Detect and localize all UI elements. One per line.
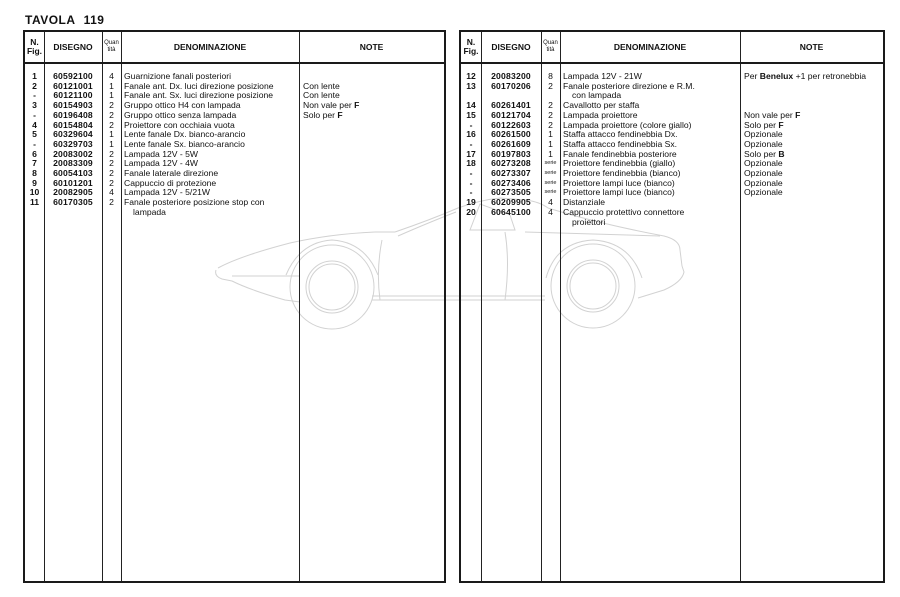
part-number: 60261500	[491, 129, 531, 140]
quantity: serie	[544, 160, 557, 167]
description: Cappuccio di protezione	[124, 177, 217, 188]
part-number: 20083200	[491, 71, 531, 81]
description: Proiettore lampi luce (bianco)	[563, 187, 675, 198]
quantity: 1	[548, 138, 553, 149]
part-number: 60101201	[53, 177, 93, 188]
part-number: 60122603	[491, 119, 531, 130]
page-number: 119	[83, 13, 105, 27]
fig-number: 19	[466, 197, 476, 208]
table-row	[25, 100, 444, 110]
fig-number: 5	[32, 129, 37, 140]
page-title-label: TAVOLA	[25, 13, 76, 27]
description: Gruppo ottico H4 con lampada	[124, 100, 241, 111]
header-note: NOTE	[359, 41, 384, 52]
description: Lampada 12V - 5/21W	[124, 187, 210, 198]
fig-number: 15	[466, 109, 476, 120]
note-text: Opzionale	[744, 158, 783, 169]
description: Guarnizione fanali posteriori	[124, 71, 232, 81]
header-denominazione: DENOMINAZIONE	[173, 41, 247, 52]
fig-number: -	[33, 109, 36, 120]
note	[740, 178, 783, 188]
description: Fanale laterale direzione	[124, 168, 219, 178]
description: Lampada 12V - 4W	[124, 158, 199, 169]
part-number: 60170305	[53, 197, 93, 208]
header-disegno: DISEGNO	[53, 41, 93, 52]
header-qty: Quan tità	[104, 40, 119, 53]
header-note: NOTE	[799, 41, 824, 52]
quantity: 1	[548, 148, 553, 159]
table-row	[461, 149, 883, 159]
note-country: Benelux	[759, 71, 794, 81]
parts-table-right	[459, 30, 885, 583]
quantity: 1	[109, 129, 114, 140]
fig-number: 12	[466, 71, 476, 81]
fig-number: 18	[466, 158, 476, 169]
table-row	[25, 187, 444, 197]
quantity: 4	[548, 206, 553, 217]
fig-number: 7	[32, 158, 37, 169]
note-text: Non vale per	[303, 100, 352, 111]
table-row	[25, 90, 444, 100]
table-row	[25, 120, 444, 130]
quantity: 4	[109, 71, 114, 81]
part-number: 60121100	[53, 90, 93, 101]
note	[740, 120, 784, 130]
description: Lampada proiettore	[563, 109, 638, 120]
part-number: 60329703	[53, 138, 93, 149]
fig-number: -	[33, 138, 36, 149]
fig-number: 20	[466, 206, 476, 217]
quantity: 2	[109, 119, 114, 130]
table-row-continuation	[25, 207, 444, 217]
part-number: 60154804	[53, 119, 93, 130]
fig-number: 9	[32, 177, 37, 188]
note-country: B	[778, 148, 785, 159]
quantity: 1	[109, 90, 114, 101]
description: Proiettore lampi luce (bianco)	[563, 177, 675, 188]
fig-number: 10	[29, 187, 40, 198]
table-row	[25, 168, 444, 178]
note-country: F	[778, 119, 784, 130]
table-row	[461, 120, 883, 130]
table-row	[461, 129, 883, 139]
description: Distanziale	[563, 197, 606, 208]
note-text: Solo per	[744, 119, 777, 130]
quantity: serie	[544, 170, 557, 176]
description: Fanale ant. Dx. luci direzione posizione	[124, 80, 274, 91]
table-row	[25, 71, 444, 81]
header-qty: Quan tità	[543, 40, 558, 53]
part-number: 60329604	[53, 129, 93, 140]
note	[740, 139, 783, 149]
part-number: 60209905	[491, 197, 531, 208]
note	[740, 149, 785, 159]
description: Proiettore fendinebbia (giallo)	[563, 158, 676, 169]
part-number: 60592100	[53, 71, 93, 81]
quantity: 1	[109, 138, 114, 149]
note	[299, 110, 343, 120]
fig-number: 2	[32, 80, 37, 91]
fig-number: 1	[32, 71, 37, 81]
fig-number: -	[469, 168, 473, 178]
fig-number: 4	[32, 119, 37, 130]
part-number: 20083002	[53, 148, 93, 159]
description: Staffa attacco fendinebbia Sx.	[563, 138, 678, 149]
quantity: 2	[109, 100, 114, 111]
header-disegno: DISEGNO	[491, 41, 531, 52]
description: Lampada 12V - 5W	[124, 148, 199, 159]
part-number: 20083309	[53, 158, 93, 169]
note-text: Opzionale	[744, 129, 783, 140]
table-row	[461, 139, 883, 149]
part-number: 60261401	[491, 100, 531, 111]
table-row	[461, 100, 883, 110]
table-row	[461, 207, 883, 217]
description-continuation: proiettori	[572, 216, 606, 227]
description: Proiettore con occhiaia vuota	[124, 119, 235, 130]
part-number: 60645100	[491, 206, 531, 217]
note-text: Opzionale	[744, 187, 783, 198]
table-row-continuation	[461, 217, 883, 227]
header-fig: N. Fig.	[463, 37, 479, 56]
part-number: 60196408	[53, 109, 93, 120]
note-extra: +1 per retronebbia	[795, 71, 867, 81]
description: Lente fanale Dx. bianco-arancio	[124, 129, 246, 140]
part-number: 60054103	[53, 168, 93, 178]
table-row	[461, 168, 883, 178]
note-text: Solo per	[744, 148, 777, 159]
note	[299, 90, 340, 100]
part-number: 60273406	[491, 177, 531, 188]
fig-number: 6	[32, 148, 37, 159]
table-row	[25, 149, 444, 159]
note-country: F	[795, 109, 801, 120]
fig-number: 14	[466, 100, 476, 111]
part-number: 60197803	[491, 148, 531, 159]
table-row	[461, 81, 883, 91]
note-text: Opzionale	[744, 177, 783, 188]
quantity: 1	[109, 80, 114, 91]
note	[740, 168, 783, 178]
fig-number: -	[33, 90, 36, 101]
quantity: 2	[109, 109, 114, 120]
part-number: 60121001	[53, 80, 93, 91]
quantity: 2	[548, 100, 553, 111]
fig-number: 8	[32, 168, 37, 178]
table-row	[25, 197, 444, 207]
description: Gruppo ottico senza lampada	[124, 109, 237, 120]
table-row	[25, 110, 444, 120]
note-text: Opzionale	[744, 168, 783, 178]
table-row	[25, 129, 444, 139]
description: Lampada proiettore (colore giallo)	[563, 119, 692, 130]
description: Staffa attacco fendinebbia Dx.	[563, 129, 678, 140]
part-number: 60273208	[491, 158, 531, 169]
note-text: Con lente	[303, 80, 340, 91]
note-text: Non vale per	[744, 109, 793, 120]
fig-number: 11	[29, 197, 40, 208]
description: Fanale ant. Sx. luci direzione posizione	[124, 90, 274, 101]
part-number: 60273505	[491, 187, 531, 198]
quantity: serie	[544, 189, 557, 196]
note	[740, 158, 783, 168]
quantity: 8	[548, 71, 553, 81]
description-continuation: lampada	[133, 206, 166, 217]
part-number: 60154903	[53, 100, 93, 111]
note-text: Per	[744, 71, 758, 81]
fig-number: -	[469, 177, 473, 188]
fig-number: -	[469, 119, 473, 130]
table-row	[461, 71, 883, 81]
fig-number: 3	[32, 100, 37, 111]
description: Cavallotto per staffa	[563, 100, 640, 111]
note-text: Solo per	[303, 109, 336, 120]
fig-number: -	[469, 187, 473, 198]
table-row-continuation	[461, 90, 883, 100]
note-text: Opzionale	[744, 138, 783, 149]
part-number: 60261609	[491, 138, 531, 149]
note-country: F	[337, 109, 343, 120]
table-row	[461, 110, 883, 120]
note	[740, 129, 783, 139]
description: Lampada 12V - 21W	[563, 71, 642, 81]
fig-number: -	[469, 138, 473, 149]
fig-number: 13	[466, 80, 476, 91]
table-row	[25, 139, 444, 149]
description: Fanale posteriore direzione e R.M.	[563, 80, 695, 91]
fig-number: 16	[466, 129, 476, 140]
note	[740, 71, 866, 81]
quantity: 4	[109, 187, 114, 198]
parts-table-left	[23, 30, 446, 583]
fig-number: 17	[466, 148, 476, 159]
note	[299, 81, 340, 91]
header-denominazione: DENOMINAZIONE	[613, 41, 687, 52]
table-row	[25, 178, 444, 188]
part-number: 60121704	[491, 109, 531, 120]
note-country: F	[354, 100, 360, 111]
description: Lente fanale Sx. bianco-arancio	[124, 138, 245, 149]
note	[299, 100, 359, 110]
quantity: 1	[548, 129, 553, 140]
description: Cappuccio protettivo connettore	[563, 206, 685, 217]
note	[740, 110, 800, 120]
part-number: 20082905	[53, 187, 93, 198]
description: Proiettore fendinebbia (bianco)	[563, 168, 681, 178]
table-row	[25, 158, 444, 168]
description-continuation: con lampada	[572, 90, 622, 101]
quantity: 2	[109, 158, 114, 169]
description: Fanale fendinebbia posteriore	[563, 148, 677, 159]
quantity: 2	[548, 80, 553, 91]
table-row	[461, 187, 883, 197]
table-row	[461, 158, 883, 168]
quantity: 2	[548, 109, 553, 120]
quantity: 2	[548, 119, 553, 130]
part-number: 60273307	[491, 168, 531, 178]
part-number: 60170206	[491, 80, 531, 91]
description: Fanale posteriore posizione stop con	[124, 197, 265, 208]
table-row	[461, 178, 883, 188]
note-text: Con lente	[303, 90, 340, 101]
quantity: 2	[109, 197, 114, 208]
note	[740, 187, 783, 197]
page-title	[25, 13, 104, 27]
quantity: 4	[548, 197, 553, 208]
quantity: 2	[109, 168, 114, 178]
table-row	[461, 197, 883, 207]
header-fig: N. Fig.	[26, 37, 43, 56]
quantity: 2	[109, 148, 114, 159]
quantity: 2	[109, 177, 114, 188]
table-row	[25, 81, 444, 91]
quantity: serie	[544, 179, 557, 186]
